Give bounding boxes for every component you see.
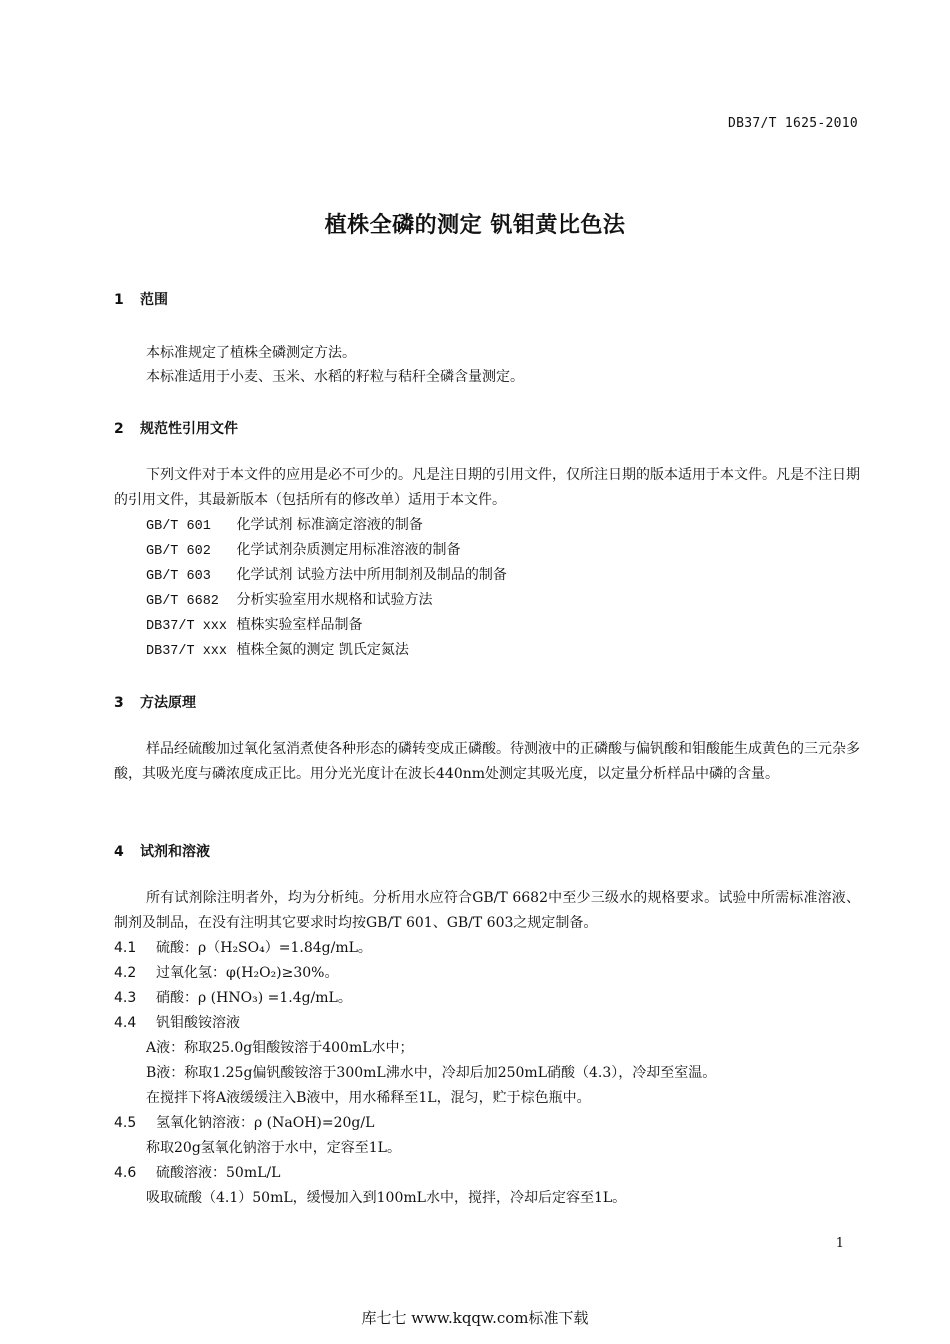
reference-item xyxy=(146,513,423,539)
subsection-number: 4.6 xyxy=(114,1165,137,1181)
reference-code: GB/T 601 xyxy=(146,519,211,534)
detail-line: 吸取硫酸（4.1）50mL，缓慢加入到100mL水中，搅拌，冷却后定容至1L。 xyxy=(146,1190,627,1206)
section-title: 方法原理 xyxy=(140,695,196,711)
standard-code: DB37/T 1625-2010 xyxy=(727,116,858,131)
section-heading xyxy=(114,418,238,438)
document-title: 植株全磷的测定 钒钼黄比色法 xyxy=(324,213,626,238)
reference-code: GB/T 6682 xyxy=(146,594,219,609)
subsection-item xyxy=(114,961,339,986)
subsection-text: 钒钼酸铵溶液 xyxy=(156,1015,240,1031)
detail-line: 称取20g氢氧化钠溶于水中，定容至1L。 xyxy=(146,1140,401,1156)
section-title: 规范性引用文件 xyxy=(140,421,238,437)
reference-item xyxy=(146,588,432,614)
subsection-number: 4.5 xyxy=(114,1115,137,1131)
reference-item xyxy=(146,638,409,664)
footer-watermark: 库七七 www.kqqw.com标准下载 xyxy=(361,1309,589,1327)
section-heading xyxy=(114,841,210,861)
reference-code: GB/T 602 xyxy=(146,544,211,559)
reference-code: DB37/T xxx xyxy=(146,644,228,659)
subsection-text: 硝酸：ρ (HNO₃) =1.4g/mL。 xyxy=(156,990,352,1006)
reference-item xyxy=(146,563,507,589)
body-paragraph: 样品经硫酸加过氧化氢消煮使各种形态的磷转变成正磷酸。待测液中的正磷酸与偏钒酸和钼酸能生成黄色的三元杂多酸，其吸光度与磷浓度成正比。用分光光度计在波长440nm处测定其吸光度，以定量分析样品中磷的含量。 xyxy=(114,741,860,782)
reference-code: DB37/T xxx xyxy=(146,619,228,634)
subsection-number: 4.4 xyxy=(114,1015,137,1031)
body-paragraph: 下列文件对于本文件的应用是必不可少的。凡是注日期的引用文件，仅所注日期的版本适用于本文件。凡是不注日期的引用文件，其最新版本（包括所有的修改单）适用于本文件。 xyxy=(114,467,860,508)
reference-title: 化学试剂 标准滴定溶液的制备 xyxy=(236,517,423,533)
reference-title: 植株实验室样品制备 xyxy=(236,617,363,633)
reference-title: 分析实验室用水规格和试验方法 xyxy=(236,592,433,608)
reference-title: 化学试剂杂质测定用标准溶液的制备 xyxy=(236,542,461,558)
body-line: 本标准适用于小麦、玉米、水稻的籽粒与秸秆全磷含量测定。 xyxy=(146,369,524,385)
subsection-text: 硫酸：ρ（H₂SO₄）=1.84g/mL。 xyxy=(156,940,372,956)
subsection-text: 硫酸溶液：50mL/L xyxy=(156,1165,281,1181)
section-heading xyxy=(114,289,168,309)
subsection-item xyxy=(114,936,372,961)
subsection-text: 过氧化氢：φ(H₂O₂)≥30%。 xyxy=(156,965,339,981)
reference-title: 植株全氮的测定 凯氏定氮法 xyxy=(236,642,409,658)
section-title: 试剂和溶液 xyxy=(140,844,210,860)
section-number: 1 xyxy=(114,292,124,308)
subsection-item xyxy=(114,1011,240,1036)
subsection-number: 4.2 xyxy=(114,965,137,981)
subsection-number: 4.1 xyxy=(114,940,137,956)
section-title: 范围 xyxy=(140,292,168,308)
section-heading xyxy=(114,692,196,712)
body-paragraph: 所有试剂除注明者外，均为分析纯。分析用水应符合GB/T 6682中至少三级水的规格要求。试验中所需标准溶液、制剂及制品，在没有注明其它要求时均按GB/T 601、GB/T 603之规定制备。 xyxy=(114,890,860,931)
body-line: 本标准规定了植株全磷测定方法。 xyxy=(146,345,356,361)
subsection-number: 4.3 xyxy=(114,990,137,1006)
reference-code: GB/T 603 xyxy=(146,569,211,584)
detail-line: 在搅拌下将A液缓缓注入B液中，用水稀释至1L，混匀，贮于棕色瓶中。 xyxy=(146,1090,591,1106)
page-number: 1 xyxy=(835,1236,844,1251)
subsection-text: 氢氧化钠溶液：ρ (NaOH)=20g/L xyxy=(156,1115,375,1131)
subsection-item xyxy=(114,986,352,1011)
section-number: 4 xyxy=(114,844,124,860)
reference-title: 化学试剂 试验方法中所用制剂及制品的制备 xyxy=(236,567,507,583)
detail-line: A液：称取25.0g钼酸铵溶于400mL水中； xyxy=(146,1040,414,1056)
detail-line: B液：称取1.25g偏钒酸铵溶于300mL沸水中，冷却后加250mL硝酸（4.3），冷却至室温。 xyxy=(146,1065,717,1081)
reference-item xyxy=(146,613,362,639)
section-number: 3 xyxy=(114,695,124,711)
subsection-item xyxy=(114,1111,374,1136)
section-number: 2 xyxy=(114,421,124,437)
reference-item xyxy=(146,538,460,564)
subsection-item xyxy=(114,1161,280,1186)
